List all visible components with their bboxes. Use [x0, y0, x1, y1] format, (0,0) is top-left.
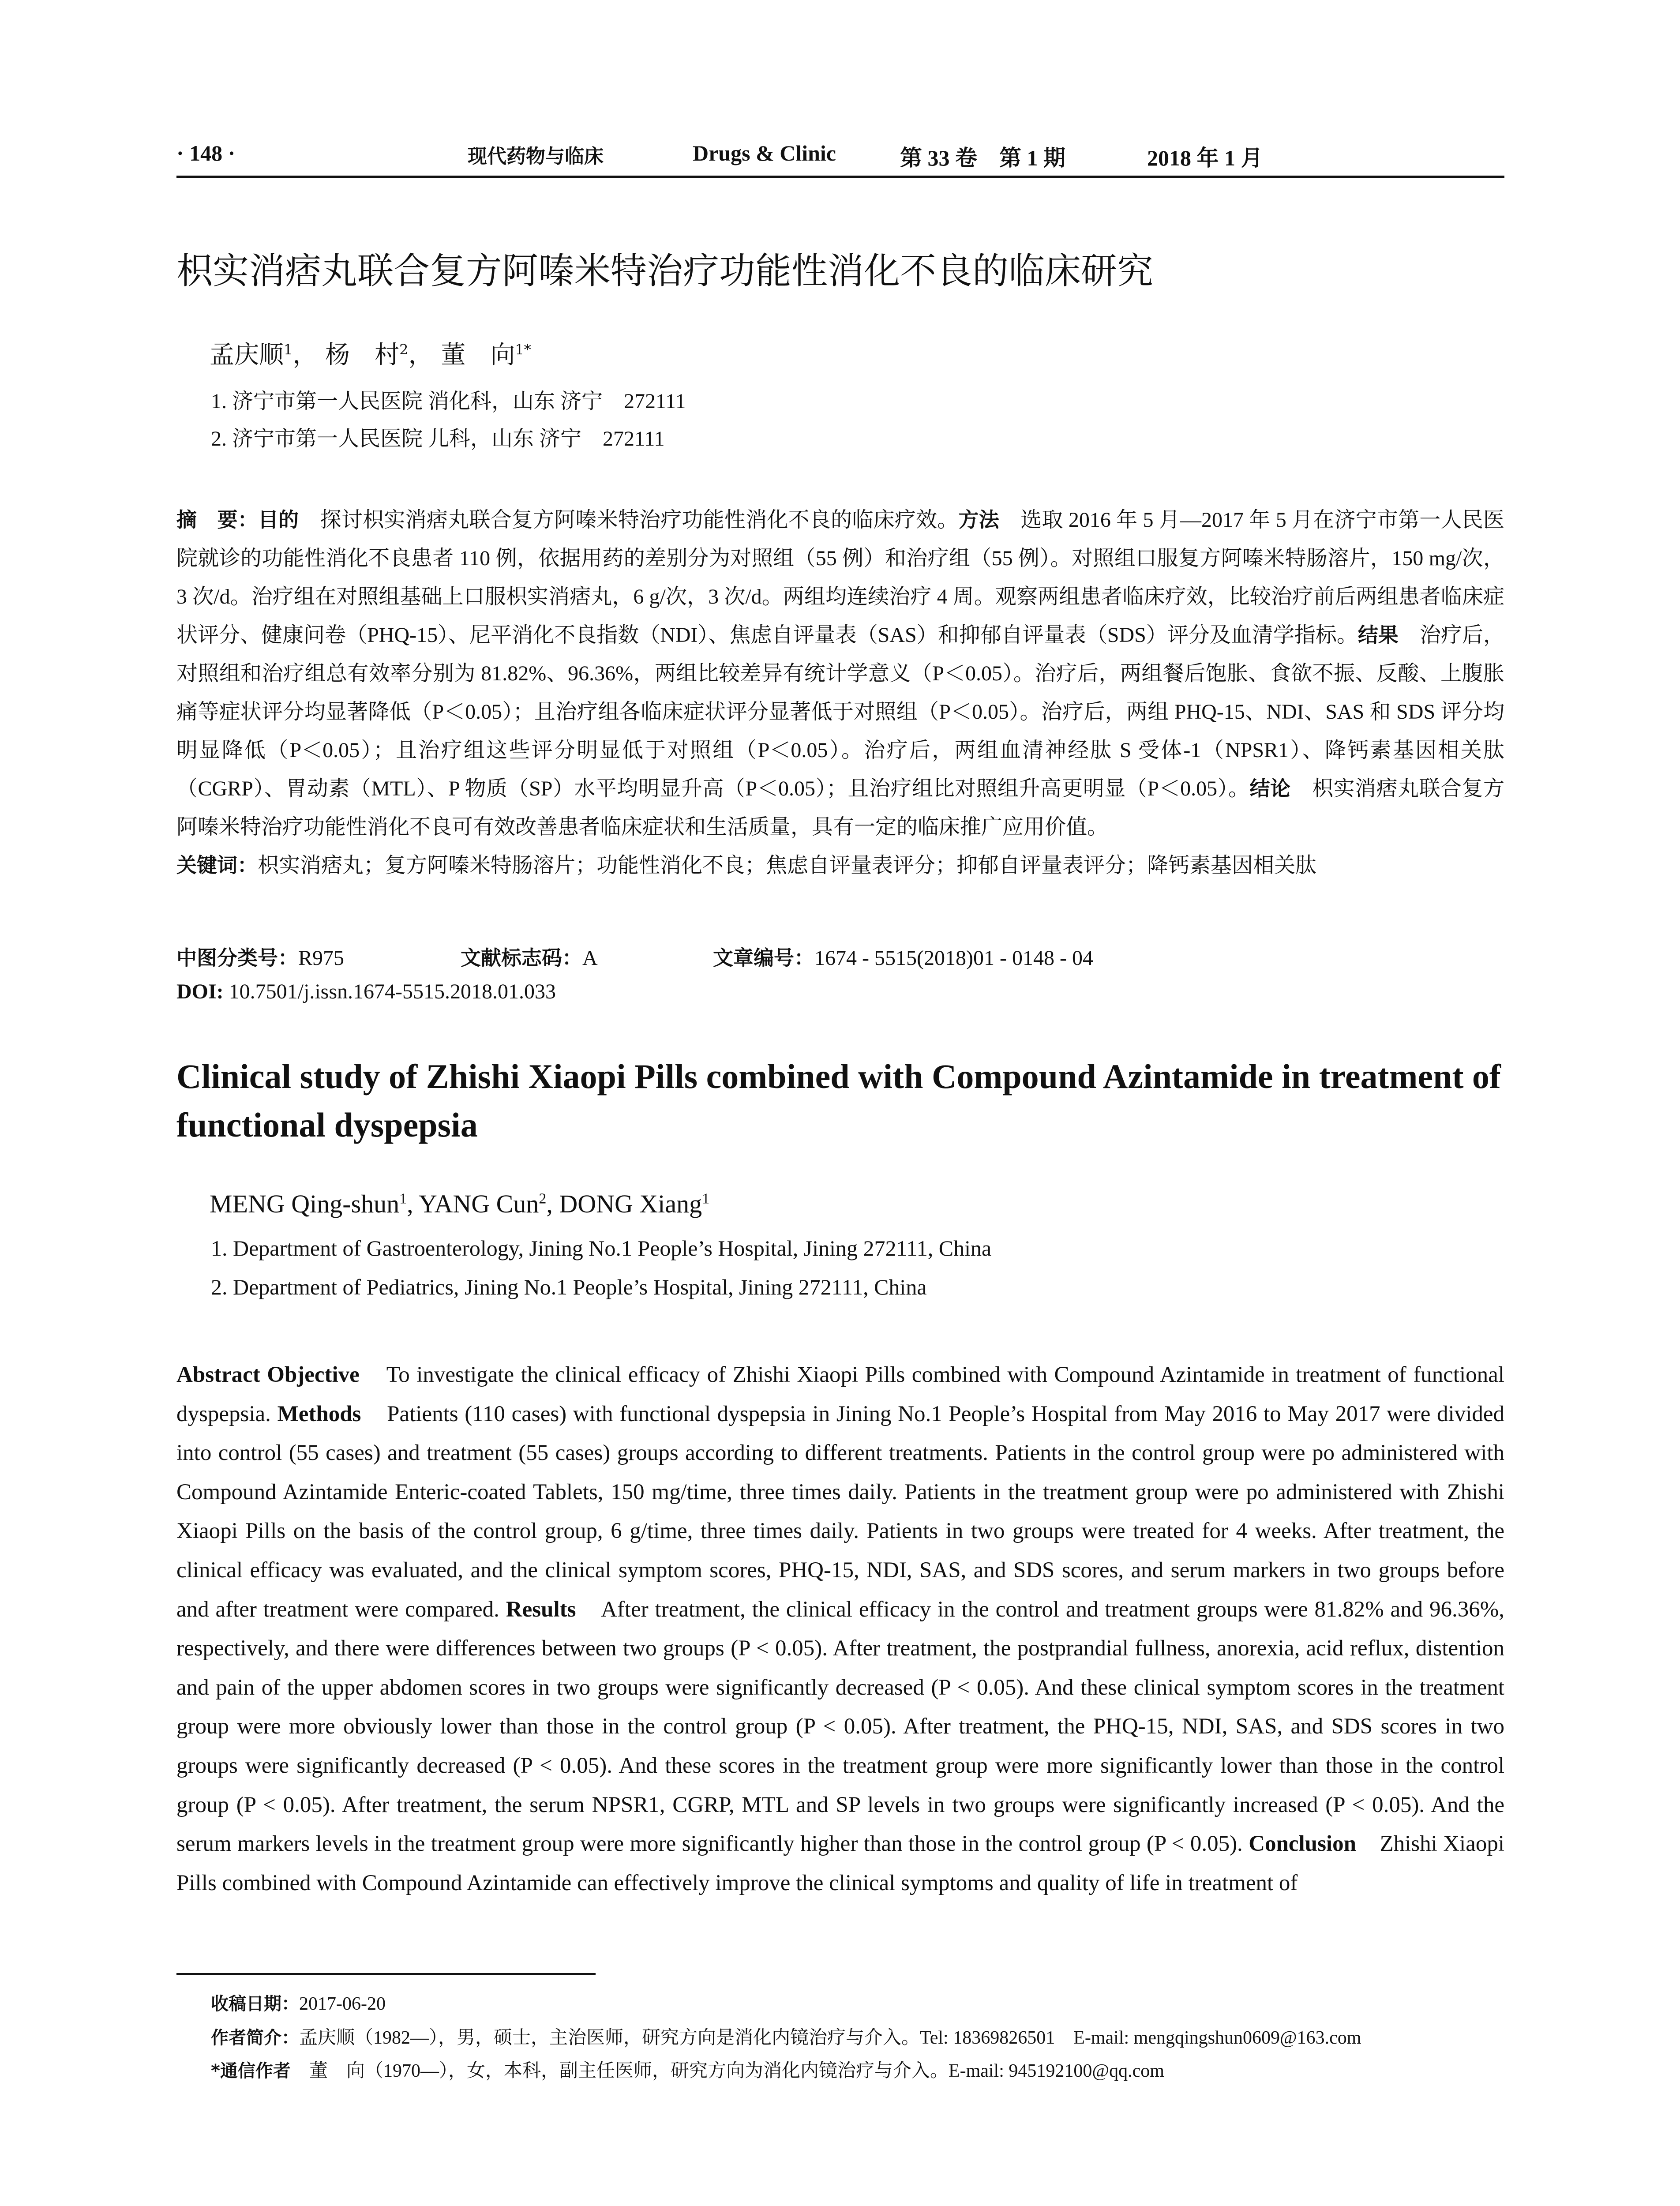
conclusion-en: Zhishi Xiaopi Pills combined with Compound Azintamide can effectively improve the clinical symptoms and quality of life in treatment of: [176, 1831, 1505, 1895]
title-en: Clinical study of Zhishi Xiaopi Pills combined with Compound Azintamide in treatment of functional dyspepsia: [176, 1057, 1501, 1144]
author-en-1: MENG Qing-shun: [210, 1189, 400, 1218]
objective-en-label: Objective: [267, 1362, 360, 1387]
author-en-2: YANG Cun: [419, 1189, 539, 1218]
abstract-en-label: Abstract: [176, 1362, 260, 1387]
issue-date: 2018 年 1 月: [1147, 146, 1263, 170]
classification-line: 中图分类号：R975 文献标志码：A 文章编号：1674 - 5515(2018)01 - 0148 - 04: [176, 946, 1093, 970]
header-rule: [176, 176, 1504, 178]
keywords-cn-label: 关键词：: [176, 853, 258, 877]
footnote-rule: [176, 1973, 596, 1975]
abstract-en: [176, 1355, 1504, 1902]
doi: 10.7501/j.issn.1674-5515.2018.01.033: [229, 980, 556, 1003]
author-cn-3: 董 向: [441, 341, 515, 369]
keywords-cn: 枳实消痞丸；复方阿嗪米特肠溶片；功能性消化不良；焦虑自评量表评分；抑郁自评量表评分；降钙素基因相关肽: [258, 854, 1317, 877]
author-cn-1: 孟庆顺: [210, 341, 284, 369]
page-number: · 148 ·: [176, 141, 236, 165]
conclusion-en-label: Conclusion: [1249, 1831, 1356, 1857]
abstract-cn: [176, 501, 1504, 885]
authors-cn: 孟庆顺$^1$， 杨 村$^2$， 董 向$^{1*}$: [210, 341, 531, 369]
results-cn-label: 结果: [1358, 623, 1399, 647]
doi-line: DOI: 10.7501/j.issn.1674-5515.2018.01.033: [176, 980, 556, 1003]
affiliation-en-2: 2. Department of Pediatrics, Jining No.1 People’s Hospital, Jining 272111, China: [211, 1275, 927, 1299]
affiliation-cn-1: 1. 济宁市第一人民医院 消化科，山东 济宁 272111: [211, 390, 686, 413]
affiliation-en-1: 1. Department of Gastroenterology, Jining No.1 People’s Hospital, Jining 272111, China: [211, 1236, 992, 1261]
objective-en: To investigate the clinical efficacy of Zhishi Xiaopi Pills combined with Compound Azintamide in treatment of functional dyspepsia.: [176, 1362, 1504, 1426]
journal-name-en: Drugs & Clinic: [693, 141, 836, 165]
results-cn: 治疗后，对照组和治疗组总有效率分别为 81.82%、96.36%，两组比较差异有统计学意义（P＜0.05）。治疗后，两组餐后饱胀、食欲不振、反酸、上腹胀痛等症状评分均显著降低（P＜0.05）；且治疗组各临床症状评分显著低于对照组（P＜0.05）。治疗后，两组 PHQ-15、NDI、SAS 和 SDS 评分均明显降低（P＜0.05）；且治疗组这些评分明显低于对照组（P＜0.05）。治疗后，两组血清神经肽 S 受体-1（NPSR1）、降钙素基因相关肽（CGRP）、胃动素（MTL）、P 物质（SP）水平均明显升高（P＜0.05）；且治疗组比对照组升高更明显（P＜0.05）。: [176, 623, 1504, 800]
abstract-cn-label: 摘 要：: [176, 508, 258, 532]
methods-cn-label: 方法: [958, 508, 999, 532]
conclusion-cn: 枳实消痞丸联合复方阿嗪米特治疗功能性消化不良可有效改善患者临床症状和生活质量，具有一定的临床推广应用价值。: [176, 777, 1504, 839]
corresponding-author: *通信作者 董 向（1970—），女，本科，副主任医师，研究方向为消化内镜治疗与介入。E-mail: 945192100@qq.com: [211, 2061, 1164, 2081]
author-cn-2: 杨 村: [325, 341, 400, 369]
authors-en: MENG Qing-shun$^1$, YANG Cun$^2$, DONG Xiang$^1$: [210, 1189, 710, 1218]
volume-issue: 第 33 卷 第 1 期: [900, 146, 1065, 170]
clc-number: R975: [298, 946, 345, 970]
journal-name-cn: 现代药物与临床: [468, 145, 604, 168]
title-cn: 枳实消痞丸联合复方阿嗪米特治疗功能性消化不良的临床研究: [176, 250, 1154, 292]
methods-cn: 选取 2016 年 5 月—2017 年 5 月在济宁市第一人民医院就诊的功能性消化不良患者 110 例，依据用药的差别分为对照组（55 例）和治疗组（55 例）。对照组口服复方阿嗪米特肠溶片，150 mg/次，3 次/d。治疗组在对照组基础上口服枳实消痞丸，6 g/次，3 次/d。两组均连续治疗 4 周。观察两组患者临床疗效，比较治疗前后两组患者临床症状评分、健康问卷（PHQ-15）、尼平消化不良指数（NDI）、焦虑自评量表（SAS）和抑郁自评量表（SDS）评分及血清学指标。: [176, 508, 1504, 647]
document-code: A: [582, 946, 597, 970]
conclusion-cn-label: 结论: [1249, 777, 1291, 800]
methods-en-label: Methods: [277, 1401, 361, 1426]
results-en: After treatment, the clinical efficacy in the control and treatment groups were 81.82% and 96.36%, respectively, and there were differences between two groups (P < 0.05). After treatment, the postprandial fullness, anorexia, acid reflux, distention and pain of the upper abdomen scores in two groups were significantly decreased (P < 0.05). And these clinical symptom scores in the treatment group were more obviously lower than those in the control group (P < 0.05). After treatment, the PHQ-15, NDI, SAS, and SDS scores in two groups were significantly decreased (P < 0.05). And these scores in the treatment group were more significantly lower than those in the control group (P < 0.05). After treatment, the serum NPSR1, CGRP, MTL and SP levels in two groups were significantly increased (P < 0.05). And the serum markers levels in the treatment group were more significantly higher than those in the control group (P < 0.05).: [176, 1597, 1505, 1857]
author-en-3: DONG Xiang: [559, 1189, 702, 1218]
results-en-label: Results: [506, 1597, 576, 1622]
received-date: 收稿日期：2017-06-20: [211, 1994, 386, 2014]
objective-cn-label: 目的: [258, 508, 299, 532]
methods-en: Patients (110 cases) with functional dyspepsia in Jining No.1 People’s Hospital from May 2016 to May 2017 were divided into control (55 cases) and treatment (55 cases) groups according to different treatments. Patients in the control group were po administered with Compound Azintamide Enteric-coated Tablets, 150 mg/time, three times daily. Patients in the treatment group were po administered with Zhishi Xiaopi Pills on the basis of the control group, 6 g/time, three times daily. Patients in two groups were treated for 4 weeks. After treatment, the clinical efficacy was evaluated, and the clinical symptom scores, PHQ-15, NDI, SAS, and SDS scores, and serum markers in two groups before and after treatment were compared.: [176, 1401, 1505, 1622]
author-bio: 作者简介：孟庆顺（1982—），男，硕士，主治医师，研究方向是消化内镜治疗与介入。Tel: 18369826501 E-mail: mengqingshun0609@163.com: [211, 2028, 1361, 2048]
running-header: [176, 140, 1504, 169]
article-number: 1674 - 5515(2018)01 - 0148 - 04: [814, 946, 1093, 970]
affiliation-cn-2: 2. 济宁市第一人民医院 儿科，山东 济宁 272111: [211, 427, 665, 450]
objective-cn: 探讨枳实消痞丸联合复方阿嗪米特治疗功能性消化不良的临床疗效。: [320, 508, 959, 532]
